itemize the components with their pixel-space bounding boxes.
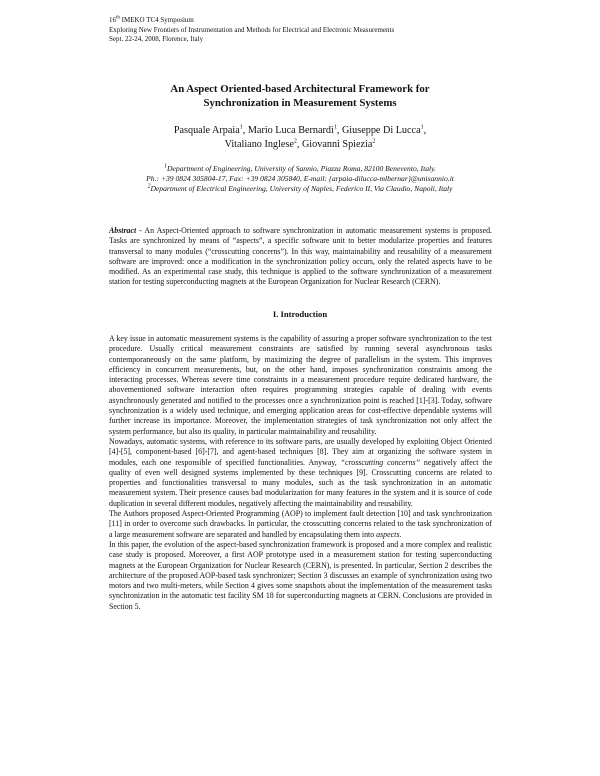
- affiliation-1: $^1$Department of Engineering, University of Sannio, Piazza Roma, 82100 Benevento, Italy.: [164, 163, 436, 173]
- abstract-label: Abstract: [109, 226, 137, 235]
- author-line-2: Vitaliano Inglese$^2$, Giovanni Spiezia$^2$: [224, 138, 376, 150]
- affiliation-2: $^2$Department of Electrical Engineering, University of Naples, Federico II, Via Claudio, Napoli, Italy: [147, 183, 453, 194]
- paper-title: [0, 83, 600, 110]
- paragraph-4: In this paper, the evolution of the aspect-based synchronization framework is proposed and a more complex and realistic case study is proposed. Moreover, a first AOP prototype used in a measurement station for testing superconducting magnets at the European Organization for Nuclear Research (CERN), is presented. In particular, Section 2 describes the architecture of the proposed AOP-based task synchronizer; Section 3 discusses an example of synchronization using two motors and two multi-meters, while Section 4 gives some snapshots about the implementation of the measurement tasks synchronization in the automatic test facility SM 18 for superconducting magnets at CERN. Conclusions are provided in Section 5.: [109, 539, 492, 611]
- header-line-1: 16th IMEKO TC4 Symposium: [109, 15, 194, 24]
- author-line-1: Pasquale Arpaia$^1$, Mario Luca Bernardi$^1$, Giuseppe Di Lucca$^1$,: [173, 124, 427, 136]
- affiliations: [0, 164, 600, 195]
- paragraph-3: The Authors proposed Aspect-Oriented Programming (AOP) to implement fault detection [10] and task synchronization [11] in order to overcome such drawbacks. In particular, the crosscutting concerns related to the task synchronization of a large measurement software are separated and handled by encapsulating them into aspects.: [109, 509, 492, 539]
- header-line-3: Sept. 22-24, 2008, Florence, Italy: [109, 35, 204, 44]
- section-heading-introduction: I. Introduction: [272, 309, 328, 319]
- paragraph-2: Nowadays, automatic systems, with reference to its software parts, are usually developed by exploiting Object Oriented [4]-[5], component-based [6]-[7], and agent-based techniques [8]. They aim at organizing the software system in modules, each one responsible of specified functionalities. Anyway, “crosscutting concerns” negatively affect the quality of even well designed systems implemented by these techniques [9]. Crosscutting concerns are related to properties and functionalities transversal to many modules, such as the task synchronization in an automatic measurement system. Their presence causes bad modularization for many features in the system and it is source of code duplication in several different modules, negatively affecting the maintainability and reusability.: [109, 436, 493, 508]
- abstract: [109, 226, 492, 288]
- header-line-2: Exploring New Frontiers of Instrumentation and Methods for Electrical and Electronic Measurements: [109, 25, 395, 34]
- title-line-1: An Aspect Oriented-based Architectural Framework for: [170, 83, 430, 95]
- author-list: [0, 124, 600, 151]
- title-line-2: Synchronization in Measurement Systems: [203, 96, 397, 109]
- contact-info: Ph.: +39 0824 305804-17, Fax: +39 0824 305840, E-mail: {arpaia-dilucca-mlbernar}@unisannio.it: [146, 174, 454, 184]
- abstract-text: - An Aspect-Oriented approach to software synchronization in automatic measurement systems is proposed. Tasks are synchronized by means of “aspects”, a specific software unit to better modularize properties and features transversal to many modules (“crosscutting concerns”). In this way, maintainability and reusability of a measurement software are improved: once a modification in the synchronization policy occurs, only the related aspects have to be modified. As an experimental case study, this technique is applied to the software synchronization of a measurement station for testing superconducting magnets at the European Organization for Nuclear Research (CERN).: [109, 226, 492, 287]
- conference-header: [109, 16, 394, 45]
- introduction-body: [109, 334, 492, 612]
- paragraph-1: A key issue in automatic measurement systems is the capability of assuring a proper software synchronization to the test procedure. Usually critical measurement constraints are satisfied by running several asynchronous tasks contemporaneously on the same platform, by maximizing the degree of parallelism in the system. This improves efficiency in concurrent measurements, but, on the other hand, imposes synchronization constraints among the interacting processes. Whereas severe time constraints in a measurement procedure require dedicated hardware, the abovementioned software interaction often requires programming strategies capable of dealing with events asynchronously generated and notified to the processes once a synchronization point is reached [1]-[3]. Today, software synchronization is a widely used technique, and emerging application areas for cost-effective dependable systems will further increase its importance. Moreover, the implementation strategies of task synchronization not only affect the system performance, but also its quality, in particular maintainability and reusability.: [109, 334, 492, 436]
